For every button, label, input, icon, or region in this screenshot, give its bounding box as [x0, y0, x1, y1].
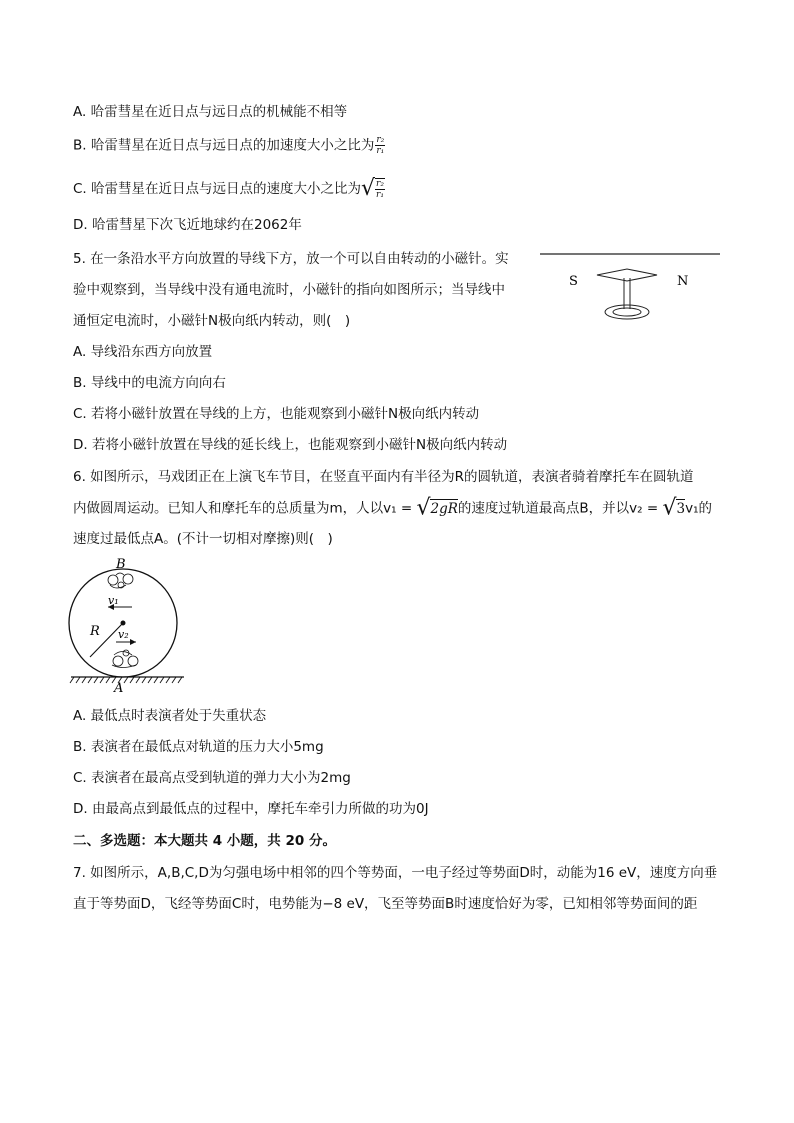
- label-v1: v₁: [108, 594, 119, 607]
- label-r: R: [90, 624, 100, 639]
- motorcycle-top-icon: [108, 573, 133, 588]
- q4-option-b: [73, 135, 385, 156]
- q6-option-a: A. 最低点时表演者处于失重状态: [73, 708, 267, 724]
- sqrt-2gR: √2gR: [416, 495, 458, 521]
- q6-stem-line3: 速度过最低点A。(不计一切相对摩擦)则( ): [73, 531, 333, 547]
- fraction-numerator: r₂: [376, 179, 384, 189]
- sqrt-3: √3: [662, 495, 686, 521]
- q7-stem-line2: 直于等势面D，飞经等势面C时，电势能为−8 eV，飞至等势面B时速度恰好为零，已知相邻等势面间的距: [73, 896, 698, 912]
- fraction-r2-r1: [375, 135, 385, 156]
- compass-needle: [597, 269, 657, 281]
- q6-stem-line2-part2: 的速度过轨道最高点B，并以v₂ =: [457, 500, 663, 517]
- q4-option-c-text: C. 哈雷彗星在近日点与远日点的速度大小之比为: [73, 181, 362, 197]
- q6-option-d: D. 由最高点到最低点的过程中，摩托车牵引力所做的功为0J: [73, 801, 429, 817]
- q6-stem-line2-part3: v₁的: [685, 500, 712, 517]
- q5-stem-line1: 5. 在一条沿水平方向放置的导线下方，放一个可以自由转动的小磁针。实: [73, 251, 509, 267]
- q6-stem-line2: [73, 495, 712, 521]
- q4-option-d: D. 哈雷彗星下次飞近地球约在2062年: [73, 217, 302, 233]
- q6-stem-line2-part1: 内做圆周运动。已知人和摩托车的总质量为m，人以v₁ =: [73, 500, 417, 517]
- q5-option-d: D. 若将小磁针放置在导线的延长线上，也能观察到小磁针N极向纸内转动: [73, 437, 508, 453]
- label-n: N: [677, 274, 689, 289]
- compass-wire-figure: [535, 245, 725, 325]
- fraction-numerator: r₂: [376, 135, 385, 145]
- sqrt-fraction: √ $\frac{\text{r₂}}{\text{r₁}}$: [361, 176, 384, 201]
- q6-option-b: B. 表演者在最低点对轨道的压力大小5mg: [73, 739, 324, 755]
- label-s: S: [569, 274, 578, 289]
- q4-option-a: A. 哈雷彗星在近日点与远日点的机械能不相等: [73, 104, 348, 120]
- ground-hatching: [70, 677, 182, 683]
- q5-option-b: B. 导线中的电流方向向右: [73, 375, 226, 391]
- q5-option-a: A. 导线沿东西方向放置: [73, 344, 213, 360]
- label-a: A: [114, 681, 124, 696]
- motorcycle-bottom-icon: [112, 650, 138, 668]
- section-heading: 二、多选题：本大题共 4 小题，共 20 分。: [73, 833, 336, 849]
- sqrt-3-body: 3: [676, 501, 686, 517]
- q6-option-c: C. 表演者在最高点受到轨道的弹力大小为2mg: [73, 770, 351, 786]
- q6-stem-line1: 6. 如图所示，马戏团正在上演飞车节目，在竖直平面内有半径为R的圆轨道，表演者骑着摩托车在圆轨道: [73, 469, 694, 485]
- q4-option-b-text: B. 哈雷彗星在近日点与远日点的加速度大小之比为: [73, 137, 375, 154]
- q7-stem-line1: 7. 如图所示，A,B,C,D为匀强电场中相邻的四个等势面，一电子经过等势面D时，动能为16 eV，速度方向垂: [73, 865, 718, 881]
- sqrt-2gR-body: 2gR: [430, 501, 458, 517]
- fraction-denominator: r₁: [376, 190, 384, 200]
- q5-stem-line3: 通恒定电流时，小磁针N极向纸内转动，则( ): [73, 313, 351, 329]
- q5-option-c: C. 若将小磁针放置在导线的上方，也能观察到小磁针N极向纸内转动: [73, 406, 480, 422]
- q4-option-c: [73, 178, 385, 200]
- q5-stem-line2: 验中观察到，当导线中没有通电流时，小磁针的指向如图所示；当导线中: [73, 282, 505, 298]
- label-v2: v₂: [118, 628, 129, 641]
- label-b: B: [116, 557, 126, 572]
- loop-track-figure: [66, 555, 191, 700]
- fraction-denominator: r₁: [376, 146, 385, 156]
